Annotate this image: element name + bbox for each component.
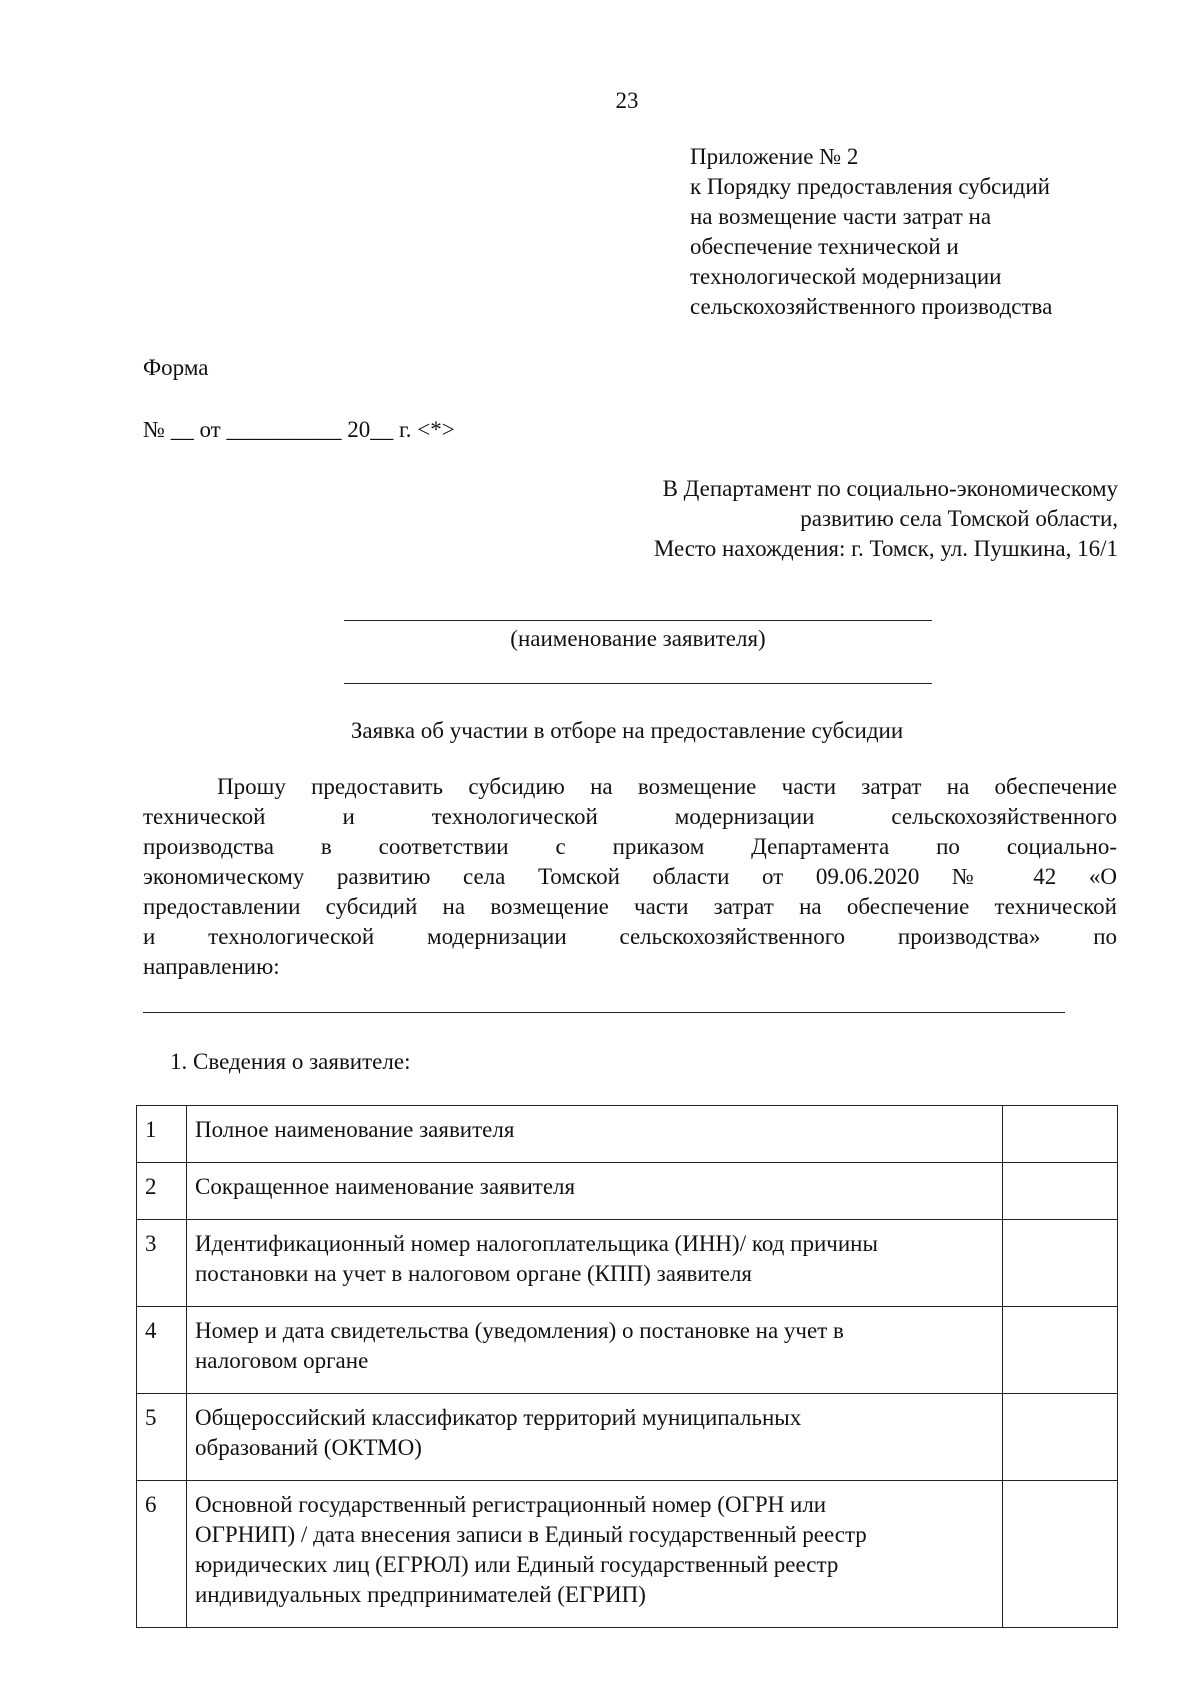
appendix-line: Приложение № 2 bbox=[690, 144, 859, 169]
appendix-line: технологической модернизации bbox=[690, 264, 1002, 289]
applicant-name-line bbox=[344, 620, 932, 621]
appendix-line: к Порядку предоставления субсидий bbox=[690, 174, 1050, 199]
row-label-line: Сокращенное наименование заявителя bbox=[195, 1174, 576, 1199]
row-number: 5 bbox=[137, 1394, 187, 1481]
table-row bbox=[137, 1220, 1118, 1307]
direction-line bbox=[143, 1012, 1065, 1013]
row-value-cell[interactable] bbox=[1003, 1481, 1118, 1628]
applicant-caption: (наименование заявителя) bbox=[510, 626, 766, 651]
row-label-line: индивидуальных предпринимателей (ЕГРИП) bbox=[195, 1582, 646, 1607]
appendix-line: на возмещение части затрат на bbox=[690, 204, 992, 229]
row-label-line: Номер и дата свидетельства (уведомления) о постановке на учет в bbox=[195, 1318, 844, 1343]
body-line: предоставлении субсидий на возмещение части затрат на обеспечение технической bbox=[143, 894, 1117, 919]
table-row bbox=[137, 1106, 1118, 1163]
row-value-cell[interactable] bbox=[1003, 1106, 1118, 1163]
row-label bbox=[187, 1106, 1003, 1163]
row-number: 3 bbox=[137, 1220, 187, 1307]
row-label-line: Основной государственный регистрационный номер (ОГРН или bbox=[195, 1492, 827, 1517]
table-row bbox=[137, 1394, 1118, 1481]
table-row bbox=[137, 1307, 1118, 1394]
appendix-header bbox=[690, 142, 1052, 322]
row-number: 2 bbox=[137, 1163, 187, 1220]
row-label-line: образований (ОКТМО) bbox=[195, 1435, 422, 1460]
row-label-line: юридических лиц (ЕГРЮЛ) или Единый государственный реестр bbox=[195, 1552, 839, 1577]
row-value-cell[interactable] bbox=[1003, 1307, 1118, 1394]
row-value-cell[interactable] bbox=[1003, 1163, 1118, 1220]
appendix-line: сельскохозяйственного производства bbox=[690, 294, 1053, 319]
addressee-line: развитию села Томской области, bbox=[800, 506, 1118, 531]
row-label bbox=[187, 1307, 1003, 1394]
row-label-line: Полное наименование заявителя bbox=[195, 1117, 515, 1142]
body-line: направлению: bbox=[143, 954, 280, 979]
row-label-line: Общероссийский классификатор территорий муниципальных bbox=[195, 1405, 802, 1430]
row-label bbox=[187, 1163, 1003, 1220]
row-number: 6 bbox=[137, 1481, 187, 1628]
row-label-line: ОГРНИП) / дата внесения записи в Единый государственный реестр bbox=[195, 1522, 867, 1547]
addressee-block bbox=[654, 474, 1118, 564]
form-number-line: № __ от __________ 20__ г. <*> bbox=[143, 417, 455, 442]
addressee-line: В Департамент по социально-экономическому bbox=[662, 476, 1118, 501]
body-line: Прошу предоставить субсидию на возмещение части затрат на обеспечение bbox=[217, 774, 1117, 799]
row-label-line: Идентификационный номер налогоплательщика (ИНН)/ код причины bbox=[195, 1231, 878, 1256]
table-row bbox=[137, 1481, 1118, 1628]
row-label bbox=[187, 1394, 1003, 1481]
addressee-line: Место нахождения: г. Томск, ул. Пушкина, 16/1 bbox=[653, 536, 1118, 561]
form-label: Форма bbox=[143, 355, 209, 380]
row-value-cell[interactable] bbox=[1003, 1220, 1118, 1307]
body-line: производства в соответствии с приказом Департамента по социально- bbox=[143, 834, 1117, 859]
application-title: Заявка об участии в отборе на предоставление субсидии bbox=[350, 718, 904, 743]
table-row bbox=[137, 1163, 1118, 1220]
row-label-line: постановки на учет в налоговом органе (КПП) заявителя bbox=[195, 1261, 753, 1286]
applicant-info-table bbox=[136, 1105, 1118, 1628]
row-label bbox=[187, 1481, 1003, 1628]
row-number: 4 bbox=[137, 1307, 187, 1394]
row-value-cell[interactable] bbox=[1003, 1394, 1118, 1481]
row-number: 1 bbox=[137, 1106, 187, 1163]
appendix-line: обеспечение технической и bbox=[690, 234, 959, 259]
body-line: экономическому развитию села Томской области от 09.06.2020 № 42 «О bbox=[143, 864, 1117, 889]
applicant-name-line-2 bbox=[344, 683, 932, 684]
section-heading: 1. Сведения о заявителе: bbox=[170, 1049, 411, 1074]
body-line: и технологической модернизации сельскохозяйственного производства» по bbox=[143, 924, 1117, 949]
page-number: 23 bbox=[615, 88, 639, 113]
body-line: технической и технологической модернизации сельскохозяйственного bbox=[143, 804, 1117, 829]
application-body bbox=[143, 772, 1117, 982]
row-label-line: налоговом органе bbox=[195, 1348, 369, 1373]
row-label bbox=[187, 1220, 1003, 1307]
